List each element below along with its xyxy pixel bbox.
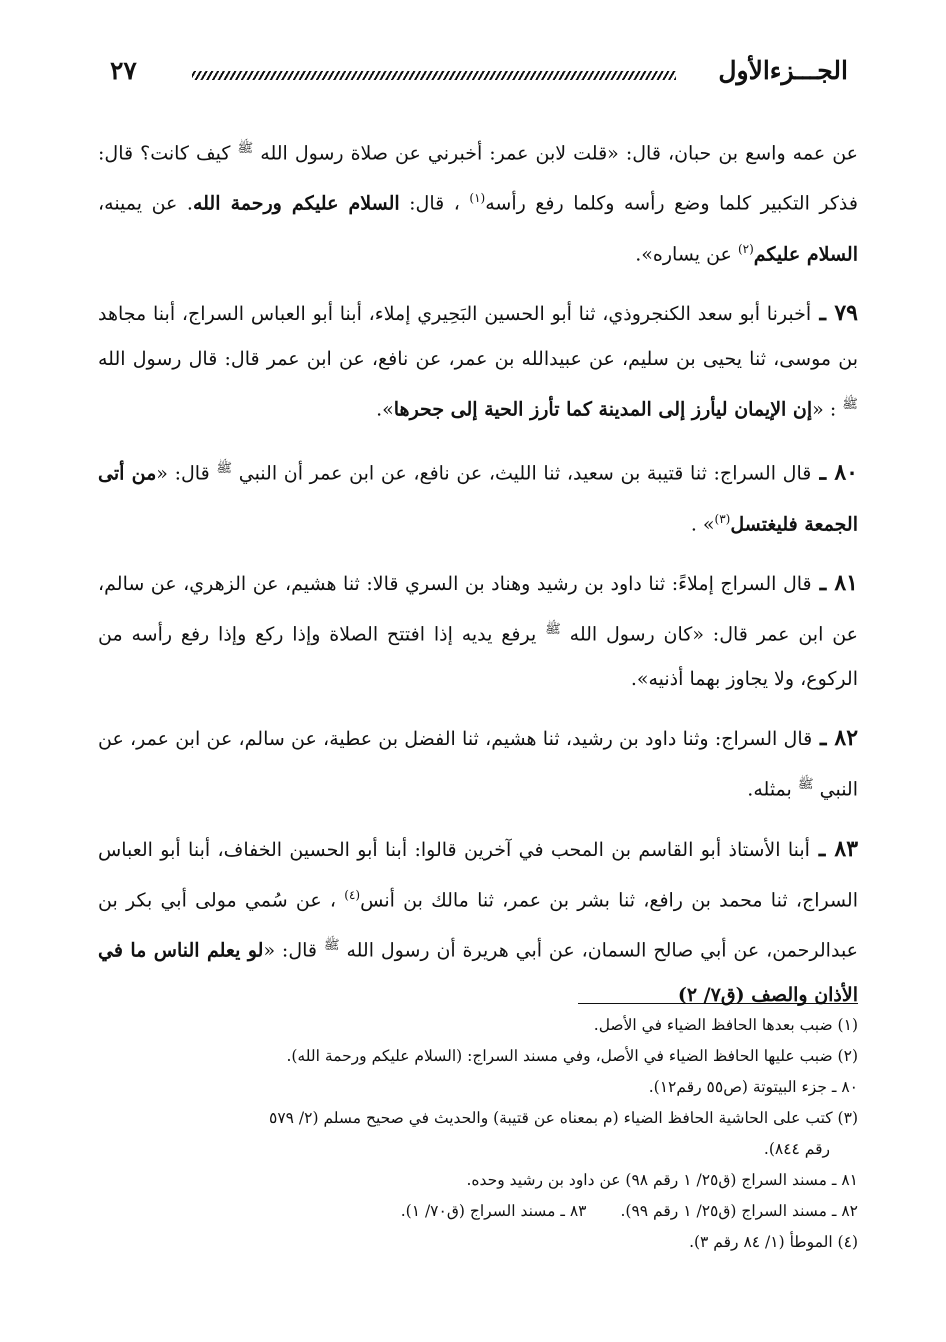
footnote-item: ٨١ ـ مسند السراج (ق٢٥/ ١ رقم ٩٨) عن داود بن رشيد وحده. [466, 1171, 858, 1189]
hadith-number: ٨١ ـ [811, 569, 858, 596]
salutation-glyph: ﷺ [237, 141, 254, 156]
hadith-text: إن الإيمان ليأرز إلى المدينة كما تأرز الحية إلى جحرها [393, 398, 813, 421]
footnote-item: (٢) ضبب عليها الحافظ الضياء في الأصل، وفي مسند السراج: (السلام عليكم ورحمة الله). [286, 1047, 858, 1065]
salutation-glyph: ﷺ [545, 621, 561, 637]
footnote-ref: (٤) [344, 887, 361, 902]
footnote-item: ٨٠ ـ جزء البيتوتة (ص٥٥ رقم١٢). [648, 1078, 858, 1096]
footnote-ref: (٢) [737, 241, 754, 256]
salutation-glyph: ﷺ [797, 777, 814, 793]
footnote-item: رقم ٨٤٤). [763, 1140, 830, 1158]
hadith-number: ٨٠ ـ [811, 459, 858, 486]
salutation-glyph: ﷺ [323, 937, 340, 953]
hadith-81: ٨١ ـ قال السراج إملاءً: ثنا داود بن رشيد وهناد بن السري قالا: ثنا هشيم، عن الزهري، عن سالم، عن ابن عمر قال: «كان رسول الله $^ﷺ$ يرفع يديه إذا افتتح الصلاة وإذا ركع وإذا رفع رأسه من الركوع، ولا يجاوز بهما أذنيه». [98, 569, 858, 691]
footnote-item: (٤) الموطأ (١/ ٨٤ رقم ٣). [689, 1233, 858, 1251]
footnote-ref: (١) [469, 191, 486, 206]
hadith-79: ٧٩ ـ أخبرنا أبو سعد الكنجروذي، ثنا أبو الحسين البَحِيري إملاء، أبنا أبو العباس السراج، أبنا مجاهد بن موسى، ثنا يحيى بن سليم، عن عبيدالله بن عمر، عن نافع، عن ابن عمر قال: قال رسول الله $^ﷺ$ : «إن الإيمان ليأرز إلى المدينة كما تأرز الحية إلى جحرها». [98, 299, 858, 421]
main-text [98, 126, 858, 1032]
hadith-text: لو يعلم الناس ما في الأذان والصف (ق٧/ ٢) [98, 939, 858, 1007]
paragraph-continuation: عن عمه واسع بن حبان، قال: «قلت لابن عمر: أخبرني عن صلاة رسول الله $^ﷺ$ كيف كانت؟ قال: فذكر التكبير كلما وضع رأسه وكلما رفع رأسه$^{(١)}$ ، قال: السلام عليكم ورحمة الله. عن يمينه، السلام عليكم$^{(٢)}$ عن يساره». [98, 141, 858, 265]
header-ornament-rule [192, 71, 676, 80]
hadith-number: ٨٣ ـ [809, 835, 859, 862]
hadith-82: ٨٢ ـ قال السراج: وثنا داود بن رشيد، ثنا هشيم، ثنا الفضل بن عطية، عن سالم، عن ابن عمر، عن النبي $^ﷺ$ بمثله. [98, 725, 859, 801]
hadith-80: ٨٠ ـ قال السراج: ثنا قتيبة بن سعيد، ثنا الليث، عن نافع، عن ابن عمر أن النبي $^ﷺ$ قال: «من أتى الجمعة فليغتسل$^{(٣)}$» . [98, 459, 858, 535]
salutation-glyph: ﷺ [842, 396, 858, 412]
hadith-text: من أتى الجمعة فليغتسل [98, 462, 858, 535]
footnote-item: (٣) كتب على الحاشية الحافظ الضياء (م بمعناه عن قتيبة) والحديث في صحيح مسلم (٢/ ٥٧٩ [269, 1109, 858, 1127]
hadith-number: ٨٢ ـ [812, 725, 859, 752]
page-number: ٢٧ [110, 56, 137, 85]
footnote-ref: (٣) [714, 511, 731, 526]
running-title: الجـــزءالأول [718, 56, 848, 85]
hadith-83: ٨٣ ـ أبنا الأستاذ أبو القاسم بن المحب في آخرين قالوا: أبنا أبو الحسين الخفاف، أبنا أبو العباس السراج، ثنا محمد بن رافع، ثنا بشر بن عمر، ثنا مالك بن أنس$^{(٤)}$ ، عن سُمي مولى أبي بكر بن عبدالرحمن، عن أبي صالح السمان، عن أبي هريرة أن رسول الله $^ﷺ$ قال: «لو يعلم الناس ما في الأذان والصف (ق٧/ ٢) [98, 835, 859, 1007]
page-header [100, 52, 848, 96]
footnote-item: ٨٢ ـ مسند السراج (ق٢٥/ ١ رقم ٩٩).٨٣ ـ مسند السراج (ق٧٠/ ١). [400, 1202, 858, 1220]
footnote-item: (١) ضبب بعدها الحافظ الضياء في الأصل. [593, 1016, 858, 1034]
hadith-number: ٧٩ ـ [811, 299, 858, 326]
footnote-separator [578, 1003, 858, 1004]
hadith-text: السلام عليكم ورحمة الله [192, 192, 400, 215]
hadith-text: السلام عليكم [753, 242, 858, 265]
salutation-glyph: ﷺ [216, 461, 233, 477]
footnotes [98, 1010, 858, 1258]
